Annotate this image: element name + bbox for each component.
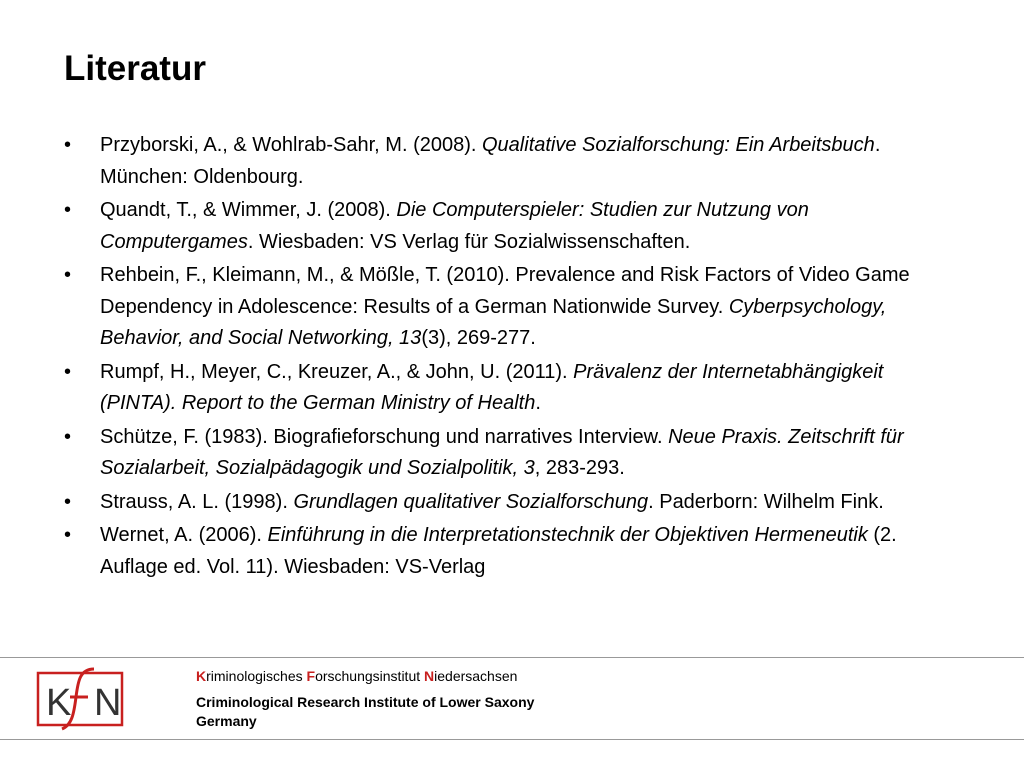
reference-item <box>64 357 964 420</box>
kfn-logo <box>36 667 126 731</box>
reference-item <box>64 195 964 258</box>
bullet: • <box>64 524 72 546</box>
institute-name-text: iedersachsen <box>434 668 518 684</box>
reference-title-italic: Einführung in die Interpretationstechnik der Objektiven Hermeneutik <box>267 524 868 546</box>
bullet: • <box>64 199 72 221</box>
reference-text: Quandt, T., & Wimmer, J. (2008). <box>100 199 397 221</box>
reference-text: . Paderborn: Wilhelm Fink. <box>648 490 884 513</box>
institute-subtitle <box>196 693 534 731</box>
reference-item <box>64 130 964 193</box>
institute-name-initial: N <box>424 668 435 684</box>
svg-text:N: N <box>94 682 122 724</box>
institute-name-text: riminologisches <box>206 668 307 684</box>
institute-name-text: orschungsinstitut <box>315 668 425 684</box>
reference-item <box>64 487 964 519</box>
reference-text: Wernet, A. (2006). <box>100 524 268 546</box>
bullet: • <box>64 134 72 156</box>
bullet: • <box>64 264 72 286</box>
institute-subtitle-line2: Germany <box>196 713 257 729</box>
institute-name-initial: K <box>196 668 207 684</box>
reference-title-italic: Cyberpsychology, Behavior, and Social Networking, 13 <box>100 295 887 349</box>
reference-text: Schütze, F. (1983). Biografieforschung und narratives Interview. <box>100 425 669 448</box>
bullet: • <box>64 490 72 513</box>
institute-name <box>196 667 517 685</box>
slide-title: Literatur <box>64 49 206 88</box>
svg-text:K: K <box>46 682 72 724</box>
reference-text: . München: Oldenbourg. <box>100 134 881 188</box>
bullet: • <box>64 360 72 383</box>
reference-text: Przyborski, A., & Wohlrab-Sahr, M. (2008). <box>100 134 482 156</box>
reference-text: Rehbein, F., Kleimann, M., & Mößle, T. (2010). Prevalence and Risk Factors of Video Game Dependency in Adolescence: Results of a German Nationwide Survey. <box>100 264 910 318</box>
reference-text: . Wiesbaden: VS Verlag für Sozialwissenschaften. <box>247 230 691 253</box>
reference-item <box>64 422 964 485</box>
reference-title-italic: Prävalenz der Internetabhängigkeit (PINTA). Report to the German Ministry of Health <box>100 360 884 414</box>
reference-title-italic: Qualitative Sozialforschung: Ein Arbeitsbuch <box>482 134 875 156</box>
footer-divider-bottom <box>0 739 1024 740</box>
reference-list <box>64 130 964 585</box>
reference-text: , 283-293. <box>534 457 625 479</box>
reference-text: Rumpf, H., Meyer, C., Kreuzer, A., & John, U. (2011). <box>100 360 574 383</box>
reference-text: (2. Auflage ed. Vol. 11). Wiesbaden: VS-Verlag <box>100 524 897 578</box>
institute-name-initial: F <box>306 668 316 684</box>
reference-item <box>64 520 964 583</box>
reference-title-italic: Die Computerspieler: Studien zur Nutzung von Computergames <box>100 199 809 253</box>
reference-title-italic: Neue Praxis. Zeitschrift für Sozialarbeit, Sozialpädagogik und Sozialpolitik, 3 <box>100 425 904 479</box>
reference-text: Strauss, A. L. (1998). <box>100 490 294 513</box>
reference-text: . <box>535 392 541 414</box>
institute-subtitle-line1: Criminological Research Institute of Lower Saxony <box>196 694 535 710</box>
reference-item <box>64 260 964 355</box>
reference-title-italic: Grundlagen qualitativer Sozialforschung <box>293 490 649 513</box>
reference-text: (3), 269-277. <box>421 327 536 349</box>
bullet: • <box>64 425 72 448</box>
footer-divider-top <box>0 657 1024 658</box>
